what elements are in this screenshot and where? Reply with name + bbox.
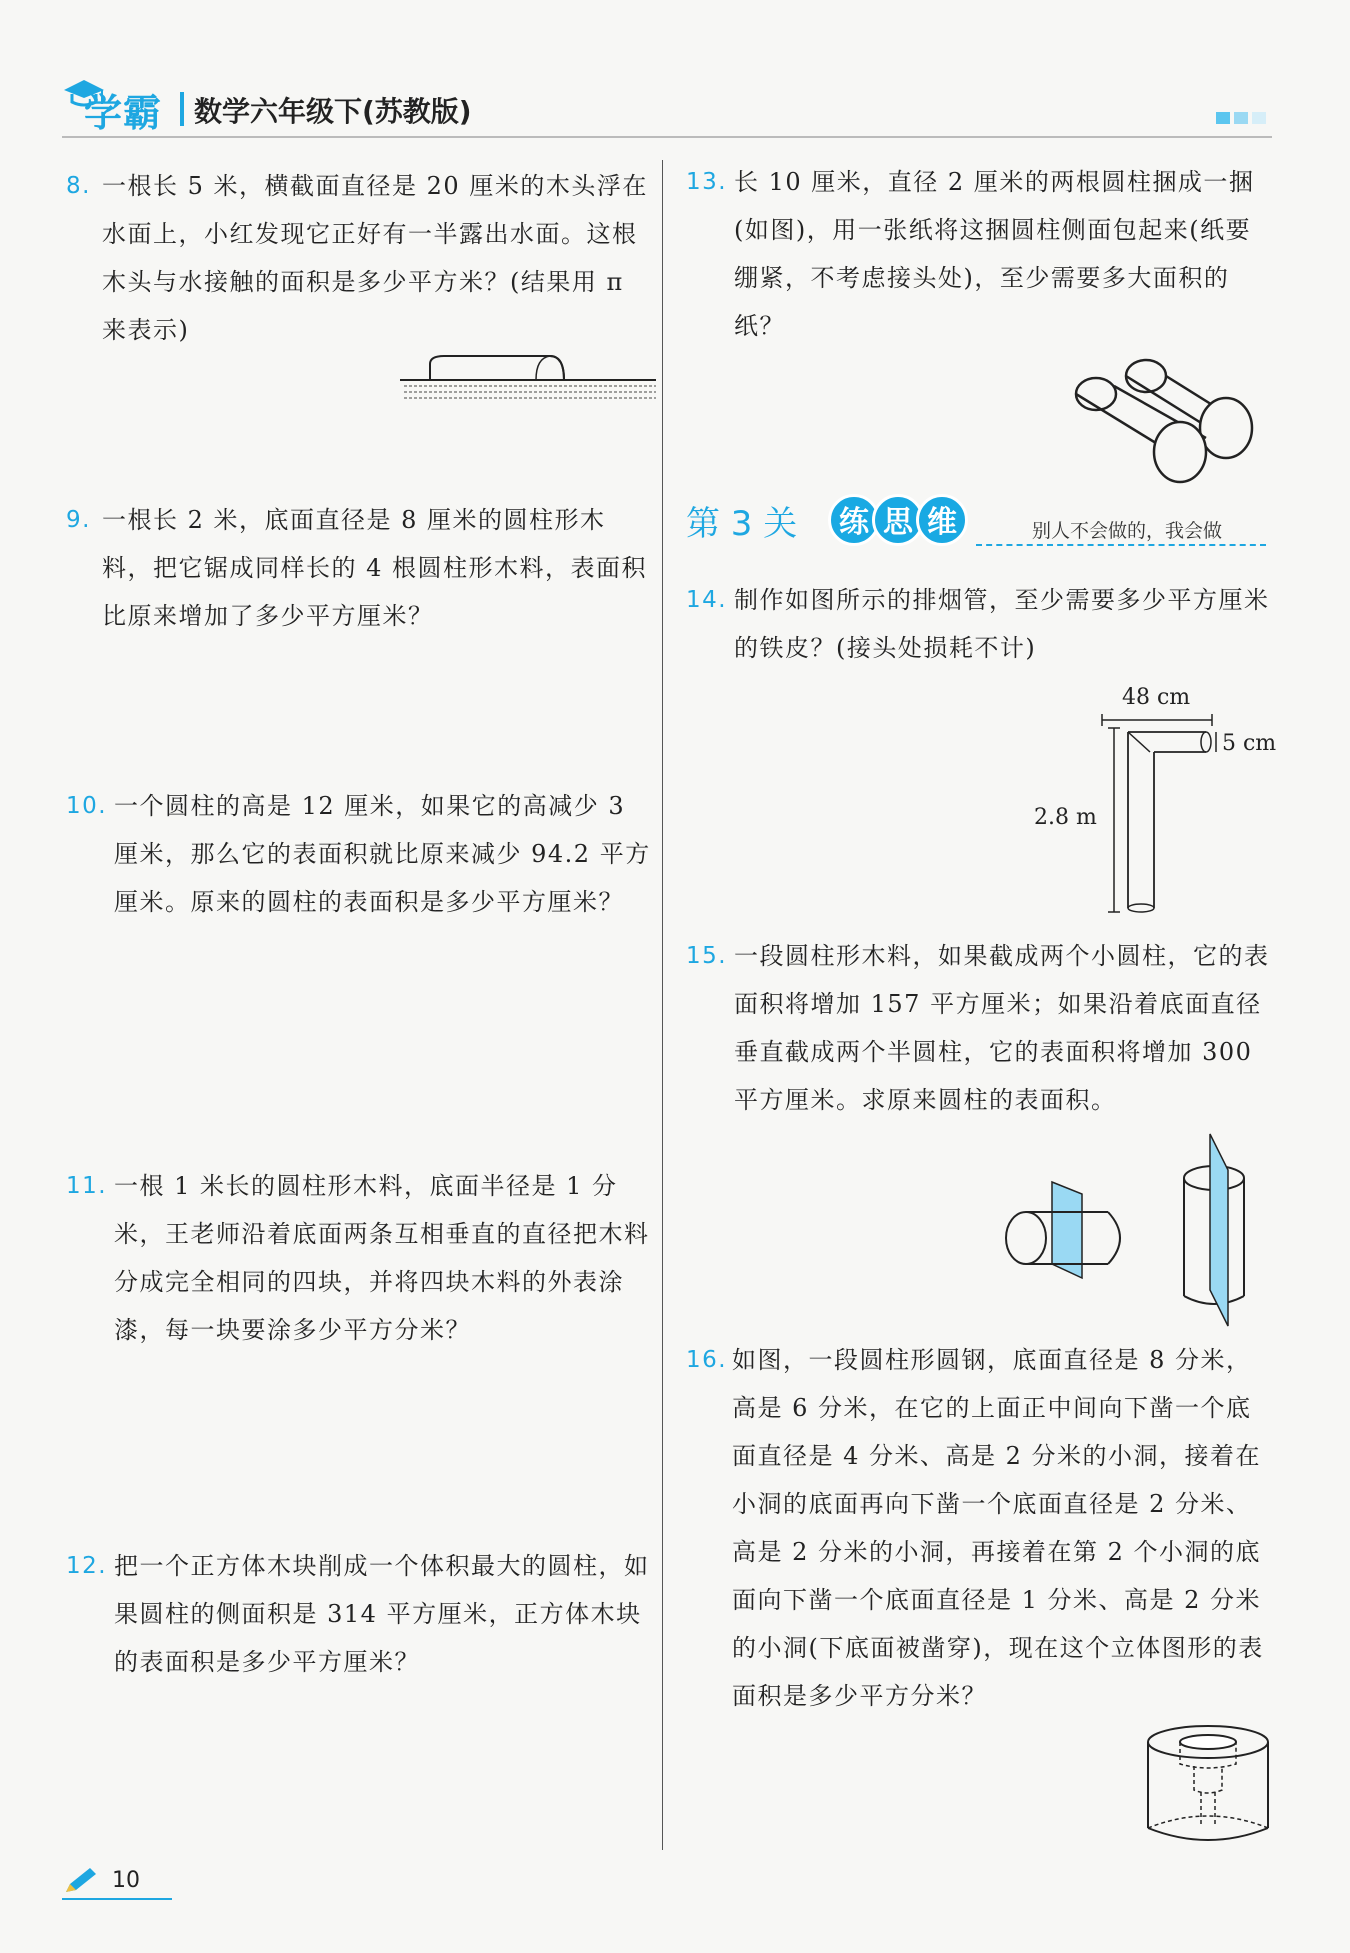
header-rule (62, 136, 1272, 138)
height-label: 2.8 m (1034, 805, 1097, 830)
problem-number: 8. (66, 173, 91, 199)
problem-13 (686, 158, 1276, 350)
chimney-pipe-figure (1030, 680, 1280, 920)
problem-11 (66, 1162, 656, 1354)
problem-9 (66, 496, 656, 640)
problem-15 (686, 932, 1276, 1124)
brand-logo: 学霸 (84, 91, 163, 135)
pencil-icon (62, 1866, 102, 1896)
problem-text: 一段圆柱形木料，如果截成两个小圆柱，它的表面积将增加 157 平方厘米；如果沿着底面直径垂直截成两个半圆柱，它的表面积将增加 300 平方厘米。求原来圆柱的表面积。 (734, 942, 1270, 1114)
problem-number: 11. (66, 1173, 108, 1199)
width-label: 48 cm (1122, 685, 1191, 710)
section-header (686, 492, 1266, 552)
problem-number: 12. (66, 1553, 108, 1579)
problem-number: 14. (686, 587, 728, 613)
problem-number: 16. (686, 1347, 728, 1373)
section-badges (828, 494, 960, 546)
diameter-label: 5 cm (1222, 731, 1277, 756)
problem-text: 一根 1 米长的圆柱形木料，底面半径是 1 分米，王老师沿着底面两条互相垂直的直径把木料分成完全相同的四块，并将四块木料的外表涂漆，每一块要涂多少平方分米？ (114, 1172, 650, 1344)
badge-lian: 练 (828, 494, 880, 546)
header-separator (180, 92, 184, 126)
problem-text: 制作如图所示的排烟管，至少需要多少平方厘米的铁皮？(接头处损耗不计) (734, 586, 1270, 662)
problem-number: 13. (686, 169, 728, 195)
problem-text: 一个圆柱的高是 12 厘米，如果它的高减少 3 厘米，那么它的表面积就比原来减少 94.2 平方厘米。原来的圆柱的表面积是多少平方厘米？ (114, 792, 651, 916)
problem-text: 一根长 2 米，底面直径是 8 厘米的圆柱形木料，把它锯成同样长的 4 根圆柱形木料，表面积比原来增加了多少平方厘米？ (102, 506, 648, 630)
floating-log-figure (400, 350, 656, 410)
problem-8 (66, 162, 656, 354)
two-cylinders-figure (1066, 356, 1276, 486)
problem-text: 一根长 5 米，横截面直径是 20 厘米的木头浮在水面上，小红发现它正好有一半露出水面。这根木头与水接触的面积是多少平方米？(结果用 π 来表示) (102, 172, 648, 344)
drilled-cylinder-figure (1140, 1720, 1276, 1850)
problem-number: 10. (66, 793, 108, 819)
badge-si: 思 (872, 494, 924, 546)
cut-cylinders-figure (996, 1130, 1276, 1330)
section-motto: 别人不会做的，我会做 (1032, 520, 1223, 542)
book-title: 数学六年级下(苏教版) (194, 95, 472, 128)
page-number: 10 (112, 1868, 140, 1893)
header-decoration (1216, 112, 1266, 124)
section-label: 第 3 关 (686, 504, 798, 544)
column-divider (662, 160, 663, 1850)
problem-10 (66, 782, 656, 926)
problem-12 (66, 1542, 656, 1686)
problem-number: 15. (686, 943, 728, 969)
page-header (62, 70, 1272, 140)
section-underline (976, 544, 1266, 546)
problem-text: 如图，一段圆柱形圆钢，底面直径是 8 分米，高是 6 分米，在它的上面正中间向下凿一个底面直径是 4 分米、高是 2 分米的小洞，接着在小洞的底面再向下凿一个底面直径是 2 分米、高是 2 分米的小洞，再接着在第 2 个小洞的底面向下凿一个底面直径是 1 分米、高是 2 分米的小洞(下底面被凿穿)，现在这个立体图形的表面积是多少平方分米？ (732, 1346, 1264, 1710)
problem-number: 9. (66, 507, 91, 533)
problem-text: 长 10 厘米，直径 2 厘米的两根圆柱捆成一捆(如图)，用一张纸将这捆圆柱侧面包起来(纸要绷紧，不考虑接头处)，至少需要多大面积的纸？ (734, 168, 1255, 340)
problem-16 (686, 1336, 1276, 1720)
footer-rule (62, 1898, 172, 1900)
problem-14 (686, 576, 1276, 672)
badge-wei: 维 (916, 494, 968, 546)
problem-text: 把一个正方体木块削成一个体积最大的圆柱，如果圆柱的侧面积是 314 平方厘米，正方体木块的表面积是多少平方厘米？ (114, 1552, 650, 1676)
